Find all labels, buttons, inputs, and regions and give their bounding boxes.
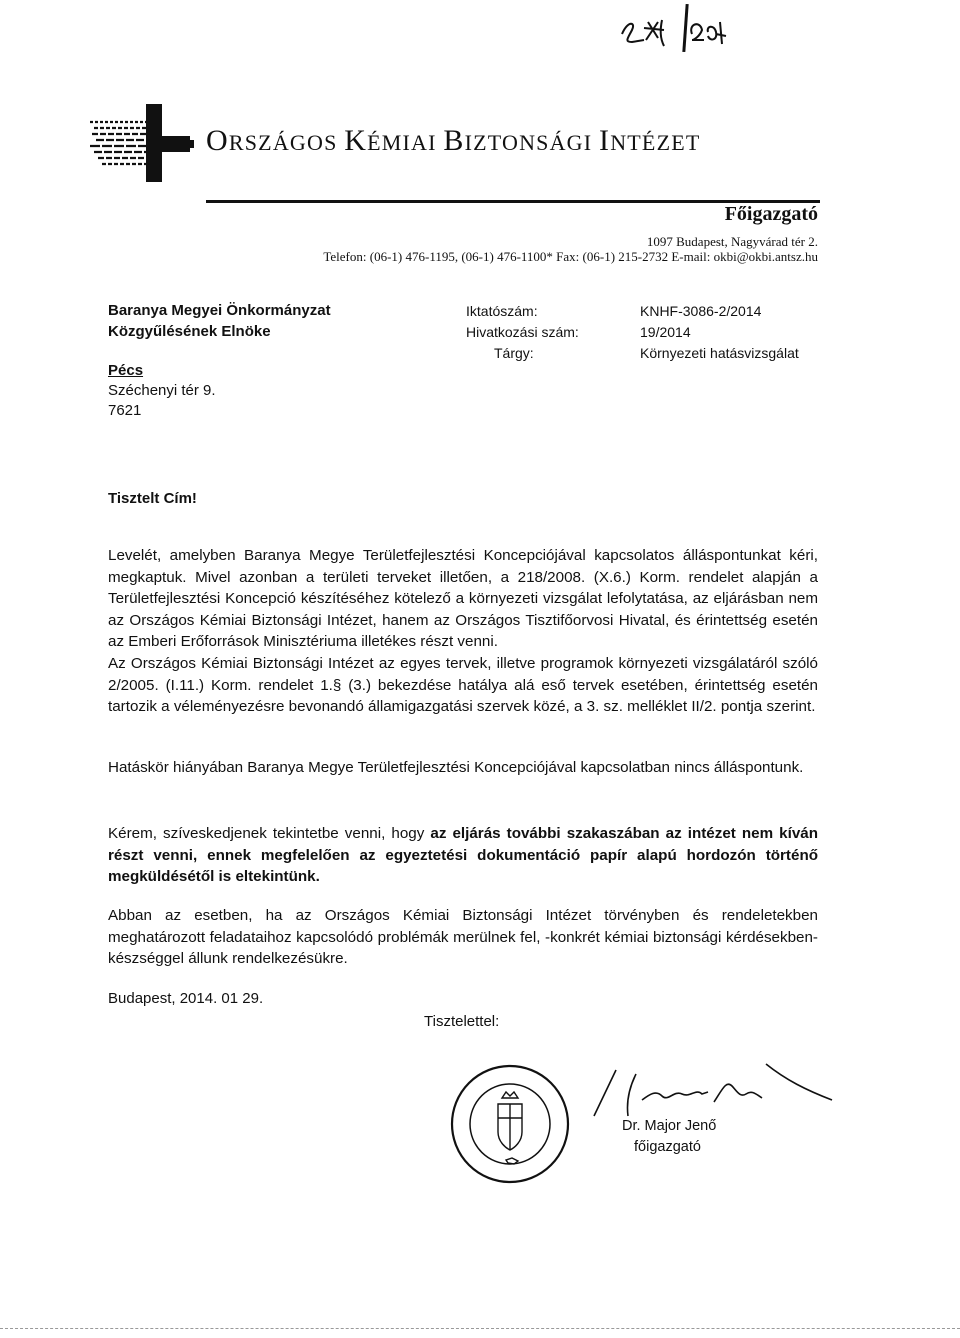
body-paragraph-text: Levelét, amelyben Baranya Megye Területfejlesztési Koncepciójával kapcsolatos álláspontunkat kéri, megkaptuk. Mivel azonban a területi terveket illetően, a 218/2008. (X.6.) Korm. rendelet alapján a Területfejlesztési Koncepció készítéséhez kötelező a környezeti vizsgálat lefolytatása, az eljárásban nem az Országos Kémiai Biztonsági Intézet, hanem az Országos Tisztifőorvosi Hivatal, és érintettség esetén az Emberi Erőforrások Minisztériuma illetékes részt venni. (108, 547, 818, 651)
body-text: Kérem, szíveskedjenek tekintetbe venni, hogy (108, 825, 431, 842)
scan-edge-line (0, 1328, 960, 1330)
body-paragraph: Hatáskör hiányában Baranya Megye Területfejlesztési Koncepciójával kapcsolatban nincs álláspontunk. (108, 759, 804, 776)
registration-number-label: Iktatószám: (466, 303, 538, 319)
salutation: Tisztelt Cím! (108, 490, 197, 507)
body-paragraph (108, 545, 818, 718)
closing-phrase: Tisztelettel: (424, 1013, 500, 1030)
sender-role: Főigazgató (724, 203, 818, 225)
reference-number-label: Hivatkozási szám: (466, 324, 579, 340)
recipient-city: Pécs (108, 362, 144, 379)
subject-label: Tárgy: (494, 345, 534, 361)
subject-value: Környezeti hatásvizsgálat (640, 345, 799, 361)
recipient-zip: 7621 (108, 402, 142, 419)
sender-address: 1097 Budapest, Nagyvárad tér 2. (646, 234, 818, 249)
organization-name: ORSZÁGOS KÉMIAI BIZTONSÁGI INTÉZET (206, 124, 701, 157)
signer-name: Dr. Major Jenő (622, 1118, 717, 1134)
body-text-bold: az eljárás további szakaszában az intézet nem kíván részt venni, ennek megfelelően az egyeztetési dokumentáció papír alapú hordozón történő megküldésétől is eltekintünk. (108, 825, 818, 886)
handwritten-reference (618, 8, 728, 58)
recipient-street: Széchenyi tér 9. (108, 382, 216, 399)
body-paragraph-text: Az Országos Kémiai Biztonsági Intézet az egyes tervek, illetve programok környezeti vizsgálatáról szóló 2/2005. (I.11.) Korm. rendelet 1.§ (3.) bekezdése hatálya alá eső tervek esetében, érintettség esetén tartozik a véleményezésre bevonandó államigazgatási szervek közé, a 3. sz. melléklet II/2. pontja szerint. (108, 654, 818, 716)
registration-number-value: KNHF-3086-2/2014 (640, 303, 762, 319)
reference-number-value: 19/2014 (640, 324, 691, 340)
institute-logo-icon (86, 102, 198, 184)
body-paragraph (108, 823, 818, 888)
sender-contact: Telefon: (06-1) 476-1195, (06-1) 476-1100* Fax: (06-1) 215-2732 E-mail: okbi@okbi.antsz.hu (323, 249, 818, 264)
recipient-name: Baranya Megyei Önkormányzat (108, 302, 331, 319)
official-stamp-icon (448, 1062, 572, 1186)
body-paragraph: Abban az esetben, ha az Országos Kémiai Biztonsági Intézet törvényben és rendeletekben meghatározott feladataihoz kapcsolódó problémák merülnek fel, -konkrét kémiai biztonsági kérdésekben- készséggel állunk rendelkezésükre. (108, 907, 818, 968)
place-and-date: Budapest, 2014. 01 29. (108, 990, 264, 1007)
signer-title: főigazgató (634, 1139, 701, 1155)
recipient-title: Közgyűlésének Elnöke (108, 323, 271, 340)
handwritten-signature (586, 1060, 834, 1122)
